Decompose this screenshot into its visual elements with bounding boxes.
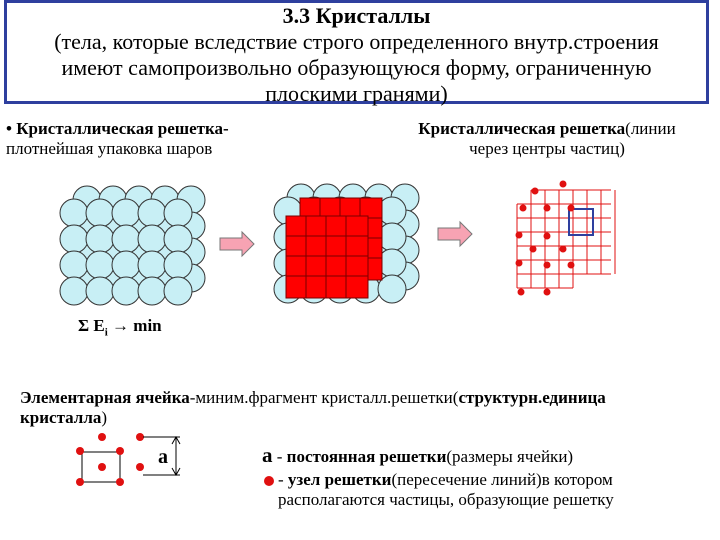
lattice-node	[516, 232, 523, 239]
energy-subscript: i	[104, 326, 108, 339]
left-packing-sphere	[86, 199, 114, 227]
lattice-constant-bold: постоянная решетки	[286, 447, 447, 466]
transition-arrow	[220, 232, 254, 256]
left-caption-bold: • Кристаллическая решетка-	[6, 119, 229, 138]
lattice-node	[520, 205, 527, 212]
unit-cell-bold-1: Элементарная ячейка	[20, 388, 190, 407]
lattice-node	[560, 246, 567, 253]
lattice-node	[532, 188, 539, 195]
left-packing-sphere	[164, 277, 192, 305]
right-caption-normal-1: (линии	[625, 119, 676, 138]
red-cube	[326, 276, 348, 298]
lattice-node	[544, 289, 551, 296]
right-caption-normal-2: через центры частиц)	[469, 139, 625, 158]
unit-cell-bold-2: структурн.единица	[458, 388, 606, 407]
unit-cell-node	[136, 433, 144, 441]
energy-min: → min	[107, 316, 162, 335]
sigma-symbol: Σ	[78, 316, 90, 335]
left-caption-normal: плотнейшая упаковка шаров	[6, 139, 213, 158]
lattice-constant-text	[262, 445, 573, 467]
left-packing-sphere	[138, 199, 166, 227]
node-normal-1: (пересечение линий)в котором	[391, 470, 613, 489]
node-bold: узел решетки	[287, 470, 392, 489]
node-legend-icon	[264, 476, 274, 486]
red-cube	[326, 236, 348, 258]
lattice-node	[544, 205, 551, 212]
left-packing-sphere	[60, 225, 88, 253]
red-cube	[326, 256, 348, 278]
lattice-node	[516, 260, 523, 267]
red-cube	[346, 236, 368, 258]
left-packing-sphere	[86, 251, 114, 279]
cell-dimension-label: а	[158, 446, 168, 468]
energy-e: E	[93, 316, 105, 335]
left-packing-sphere	[86, 277, 114, 305]
red-cube	[286, 236, 308, 258]
lattice-node	[518, 289, 525, 296]
lattice-node-text	[278, 470, 614, 510]
left-packing-sphere	[164, 225, 192, 253]
left-packing-sphere	[112, 277, 140, 305]
title-heading: 3.3 Кристаллы	[282, 3, 431, 28]
unit-cell-bold-3: кристалла	[20, 408, 102, 427]
red-cube	[286, 216, 308, 238]
lattice-node	[568, 205, 575, 212]
red-cube	[306, 256, 328, 278]
unit-cell-node	[116, 447, 124, 455]
lattice-node	[568, 262, 575, 269]
lattice-constant-dash: -	[272, 447, 287, 466]
title-line-1: (тела, которые вследствие строго определенного внутр.строения	[54, 29, 659, 54]
left-packing-sphere	[138, 277, 166, 305]
unit-cell-text	[20, 388, 715, 428]
unit-cell-node	[136, 463, 144, 471]
left-packing-sphere	[86, 225, 114, 253]
left-packing-sphere	[60, 251, 88, 279]
transition-arrow	[438, 222, 472, 246]
red-cube	[286, 276, 308, 298]
node-dash: -	[278, 470, 288, 489]
left-packing-sphere	[138, 251, 166, 279]
lattice-constant-normal: (размеры ячейки)	[446, 447, 574, 466]
lattice-node	[530, 246, 537, 253]
node-normal-2: располагаются частицы, образующие решетку	[278, 490, 614, 509]
red-cube	[306, 276, 328, 298]
unit-cell-normal-1: -миним.фрагмент кристалл.решетки(	[189, 388, 459, 407]
lattice-node	[544, 233, 551, 240]
red-cube	[306, 236, 328, 258]
lattice-constant-symbol: а	[262, 443, 273, 467]
unit-cell-node	[76, 447, 84, 455]
left-packing-sphere	[60, 277, 88, 305]
red-cube	[306, 216, 328, 238]
lattice-node	[544, 262, 551, 269]
unit-cell-node	[98, 433, 106, 441]
left-packing-sphere	[60, 199, 88, 227]
red-cube	[286, 256, 308, 278]
left-packing-sphere	[112, 225, 140, 253]
unit-cell-node	[76, 478, 84, 486]
unit-cell-node	[116, 478, 124, 486]
lattice-node	[560, 181, 567, 188]
red-cube	[346, 256, 368, 278]
left-packing-sphere	[138, 225, 166, 253]
left-packing-sphere	[164, 251, 192, 279]
left-packing-sphere	[164, 199, 192, 227]
red-cube	[346, 216, 368, 238]
right-caption-bold: Кристаллическая решетка	[418, 119, 626, 138]
title-line-3: плоскими гранями)	[265, 81, 448, 106]
title-line-2: имеют самопроизвольно образующуюся форму, ограниченную	[61, 55, 652, 80]
unit-cell-node	[98, 463, 106, 471]
left-packing-sphere	[112, 251, 140, 279]
red-cube	[326, 216, 348, 238]
red-cube	[346, 276, 368, 298]
unit-cell-normal-2: )	[101, 408, 108, 427]
left-packing-sphere	[112, 199, 140, 227]
energy-label	[78, 316, 162, 338]
